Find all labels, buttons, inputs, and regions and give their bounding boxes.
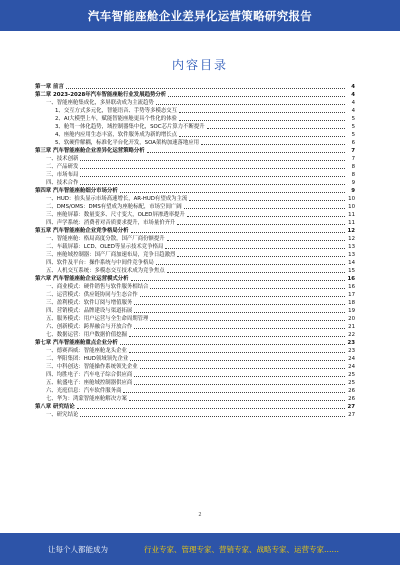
toc-entry[interactable] [35, 331, 355, 339]
toc-entry[interactable] [35, 251, 355, 259]
toc-entry-label: 六、创新模式：跨界融合与开放合作 [46, 324, 133, 330]
toc-entry-label: 四、声学系统：消费者对音质要求提升，市场量价齐升 [46, 220, 176, 226]
toc-leader-dots [187, 216, 345, 217]
toc-entry-page: 11 [348, 220, 355, 226]
toc-leader-dots [123, 392, 345, 393]
toc-entry[interactable] [35, 339, 355, 347]
toc-entry-page: 8 [351, 164, 355, 170]
toc-leader-dots [120, 192, 345, 193]
toc-entry-page: 6 [351, 140, 355, 146]
toc-leader-dots [66, 88, 345, 89]
toc-entry[interactable] [35, 155, 355, 163]
toc-entry[interactable] [35, 171, 355, 179]
toc-entry-page: 20 [348, 316, 355, 322]
toc-entry[interactable] [35, 283, 355, 291]
toc-entry-page: 16 [347, 276, 355, 282]
toc-entry-page: 5 [351, 132, 355, 138]
toc-leader-dots [130, 360, 345, 361]
toc-leader-dots [177, 224, 345, 225]
toc-entry-label: 四、均胜电子：汽车电子综合供应商 [46, 372, 133, 378]
toc-entry-label: 五、服务模式：用户运营与全生命周期管理 [46, 316, 149, 322]
toc-entry-label: 一、智能座舱集成化，多屏联动成为主流趋势 [46, 100, 154, 106]
toc-leader-dots [156, 264, 345, 265]
toc-entry-page: 15 [348, 268, 355, 274]
toc-entry-label: 三、中科创达：智能操作系统领先企业 [46, 364, 138, 370]
toc-entry[interactable] [35, 411, 355, 419]
toc-entry-label: 4、座舱内应用生态丰富，软件服务成为新的增长点 [55, 132, 178, 138]
toc-entry[interactable] [35, 355, 355, 363]
toc-entry-page: 25 [348, 372, 355, 378]
toc-entry-page: 22 [348, 332, 355, 338]
toc-entry-label: 2、AI大模型上车，赋能智能座舱更具个性化的体验 [55, 116, 177, 122]
toc-entry-label: 1、交互方式多元化，智能语音、手势等多模态交互 [55, 108, 178, 114]
toc-entry[interactable] [35, 227, 355, 235]
toc-entry-page: 26 [348, 388, 355, 394]
toc-entry-page: 19 [348, 308, 355, 314]
toc-entry[interactable] [35, 179, 355, 187]
toc-entry[interactable] [35, 107, 355, 115]
toc-entry-page: 12 [348, 236, 355, 242]
toc-entry-label: 一、研究结论 [46, 412, 79, 418]
toc-leader-dots [80, 416, 345, 417]
toc-leader-dots [131, 280, 345, 281]
toc-entry[interactable] [35, 259, 355, 267]
toc-entry-label: 第五章 汽车智能座舱企业竞争格局分析 [35, 228, 129, 234]
toc-leader-dots [134, 384, 345, 385]
toc-entry-page: 27 [347, 404, 355, 410]
toc-entry-page: 4 [351, 84, 355, 90]
toc-leader-dots [179, 112, 345, 113]
toc-entry-label: 第八章 研究结论 [35, 404, 75, 410]
toc-leader-dots [134, 312, 345, 313]
toc-entry[interactable] [35, 403, 355, 411]
toc-leader-dots [80, 184, 345, 185]
toc-entry-page: 13 [348, 244, 355, 250]
toc-leader-dots [131, 232, 345, 233]
toc-entry-page: 7 [351, 156, 355, 162]
toc-leader-dots [120, 344, 345, 345]
toc-entry-label: 第六章 汽车智能座舱企业运营模式分析 [35, 276, 129, 282]
toc-entry-label: 四、营销模式：品牌建设与渠道拓展 [46, 308, 133, 314]
toc-leader-dots [167, 272, 345, 273]
toc-entry-label: 五、航盛电子：座舱域控制器供应商 [46, 380, 133, 386]
toc-entry[interactable] [35, 99, 355, 107]
toc-entry[interactable] [35, 315, 355, 323]
toc-entry-page: 7 [351, 148, 355, 154]
toc-entry-label: 六、光庭信息：汽车软件服务商 [46, 388, 122, 394]
toc-leader-dots [189, 200, 345, 201]
toc-entry[interactable] [35, 235, 355, 243]
footer-slogan-right: 行业专家、管理专家、营销专家、战略专家、运营专家…… [144, 544, 339, 554]
toc-entry-page: 25 [348, 380, 355, 386]
toc-entry[interactable] [35, 203, 355, 211]
toc-entry[interactable] [35, 307, 355, 315]
toc-entry[interactable] [35, 187, 355, 195]
toc-entry-label: 三、座舱域控制器：国产厂商加速布局，竞争日趋激烈 [46, 252, 176, 258]
toc-leader-dots [134, 304, 345, 305]
toc-leader-dots [140, 368, 345, 369]
toc-entry-label: 二、运营模式：供应链协同与生态合作 [46, 292, 138, 298]
toc-entry[interactable] [35, 243, 355, 251]
toc-entry-page: 4 [351, 92, 355, 98]
toc-entry-page: 9 [351, 180, 355, 186]
toc-leader-dots [179, 120, 345, 121]
toc-leader-dots [77, 408, 345, 409]
toc-entry-label: 七、数据运营：用户数据价值挖掘 [46, 332, 127, 338]
toc-entry-page: 24 [348, 356, 355, 362]
toc-entry[interactable] [35, 371, 355, 379]
toc-leader-dots [80, 160, 345, 161]
toc-entry-page: 8 [351, 172, 355, 178]
toc-entry-label: 第一章 前言 [35, 84, 64, 90]
toc-leader-dots [207, 128, 345, 129]
toc-entry[interactable] [35, 347, 355, 355]
toc-entry[interactable] [35, 195, 355, 203]
toc-entry-page: 10 [348, 196, 355, 202]
toc-leader-dots [134, 376, 345, 377]
toc-entry-page: 12 [347, 228, 355, 234]
toc-leader-dots [156, 104, 345, 105]
toc-entry[interactable] [35, 83, 355, 91]
toc-entry-label: 一、智能座舱：格局高度分散，国产厂商份额提升 [46, 236, 165, 242]
toc-entry-label: 三、市场布局 [46, 172, 79, 178]
toc-entry-label: 四、软件及平台：操作系统与中间件竞争格局 [46, 260, 154, 266]
table-of-contents [35, 83, 355, 419]
toc-entry-page: 14 [348, 260, 355, 266]
toc-entry-label: 五、人机交互系统：多模态交互技术成为竞争焦点 [46, 268, 165, 274]
toc-entry-page: 5 [351, 124, 355, 130]
toc-leader-dots [129, 336, 345, 337]
toc-entry[interactable] [35, 387, 355, 395]
toc-entry-page: 18 [348, 300, 355, 306]
toc-entry-page: 10 [348, 204, 355, 210]
toc-entry[interactable] [35, 219, 355, 227]
toc-entry[interactable] [35, 211, 355, 219]
toc-entry-label: 一、技术创新 [46, 156, 79, 162]
toc-entry-label: 二、产品研发 [46, 164, 79, 170]
toc-entry[interactable] [35, 91, 355, 99]
toc-leader-dots [165, 248, 345, 249]
page-number: 2 [198, 512, 202, 518]
toc-entry-label: 三、盈利模式：软件订阅与增值服务 [46, 300, 133, 306]
toc-entry-label: 第二章 2023-2028年汽车智能座舱行业发展趋势分析 [35, 92, 167, 98]
toc-leader-dots [80, 176, 345, 177]
toc-entry[interactable] [35, 115, 355, 123]
toc-entry-page: 27 [348, 412, 355, 418]
toc-entry-page: 21 [348, 324, 355, 330]
toc-entry[interactable] [35, 395, 355, 403]
toc-entry-label: 5、软硬件解耦，标准化平台化开发，SOA架构加速落地应用 [55, 140, 200, 146]
toc-entry[interactable] [35, 131, 355, 139]
toc-entry-label: 七、华为：鸿蒙智能座舱解决方案 [46, 396, 127, 402]
toc-entry[interactable] [35, 163, 355, 171]
toc-entry[interactable] [35, 123, 355, 131]
toc-entry-label: 二、华阳集团：HUD领域领先企业 [46, 356, 129, 362]
toc-entry[interactable] [35, 299, 355, 307]
header-bar [0, 0, 400, 31]
toc-entry-label: 第四章 汽车智能座舱细分市场分析 [35, 188, 118, 194]
toc-leader-dots [129, 400, 345, 401]
toc-entry-page: 24 [348, 364, 355, 370]
toc-leader-dots [150, 320, 345, 321]
footer-slogan-left: 让每个人都能成为 [48, 544, 108, 554]
toc-leader-dots [147, 152, 345, 153]
toc-leader-dots [150, 288, 345, 289]
toc-entry[interactable] [35, 139, 355, 147]
toc-entry[interactable] [35, 147, 355, 155]
toc-entry-page: 26 [348, 396, 355, 402]
toc-leader-dots [134, 328, 345, 329]
toc-entry-label: 一、HUD：抬头显示市场高速增长，AR-HUD有望成为主流 [46, 196, 188, 202]
toc-entry-page: 4 [351, 100, 355, 106]
toc-leader-dots [184, 208, 345, 209]
toc-entry-label: 四、技术合作 [46, 180, 79, 186]
toc-entry-page: 13 [348, 252, 355, 258]
toc-entry-page: 4 [351, 108, 355, 114]
toc-entry[interactable] [35, 323, 355, 331]
toc-leader-dots [129, 352, 345, 353]
toc-entry-page: 17 [348, 292, 355, 298]
toc-entry-page: 11 [348, 212, 355, 218]
toc-entry[interactable] [35, 379, 355, 387]
toc-entry[interactable] [35, 275, 355, 283]
toc-leader-dots [201, 144, 345, 145]
footer-bar [0, 533, 400, 565]
toc-entry-label: 二、车载屏幕：LCD、OLED等显示技术竞争格局 [46, 244, 164, 250]
toc-leader-dots [140, 296, 345, 297]
toc-leader-dots [80, 168, 345, 169]
toc-entry-page: 5 [351, 116, 355, 122]
toc-entry[interactable] [35, 267, 355, 275]
toc-entry-label: 二、DMS/OMS：DMS有望成为座舱标配，市场空间广阔 [46, 204, 182, 210]
toc-leader-dots [177, 256, 345, 257]
toc-title: 内容目录 [171, 58, 228, 72]
toc-leader-dots [168, 96, 345, 97]
toc-entry-page: 16 [348, 284, 355, 290]
toc-entry[interactable] [35, 291, 355, 299]
toc-entry-label: 第三章 汽车智能座舱企业差异化运营策略分析 [35, 148, 145, 154]
toc-entry-page: 23 [347, 340, 355, 346]
toc-entry-label: 一、德赛西威：智能座舱龙头企业 [46, 348, 127, 354]
toc-entry-label: 三、座舱屏幕：数量变多、尺寸变大，OLED屏渗透率提升 [46, 212, 185, 218]
toc-entry-label: 3、舱驾一体化趋势，域控制器集中化，SOC芯片算力不断提升 [55, 124, 205, 130]
toc-leader-dots [167, 240, 345, 241]
toc-leader-dots [179, 136, 345, 137]
toc-entry-page: 23 [348, 348, 355, 354]
toc-entry[interactable] [35, 363, 355, 371]
toc-entry-page: 9 [351, 188, 355, 194]
toc-entry-label: 一、商业模式：硬件销售与软件服务相结合 [46, 284, 149, 290]
toc-entry-label: 第七章 汽车智能座舱重点企业分析 [35, 340, 118, 346]
report-title: 汽车智能座舱企业差异化运营策略研究报告 [87, 8, 313, 23]
